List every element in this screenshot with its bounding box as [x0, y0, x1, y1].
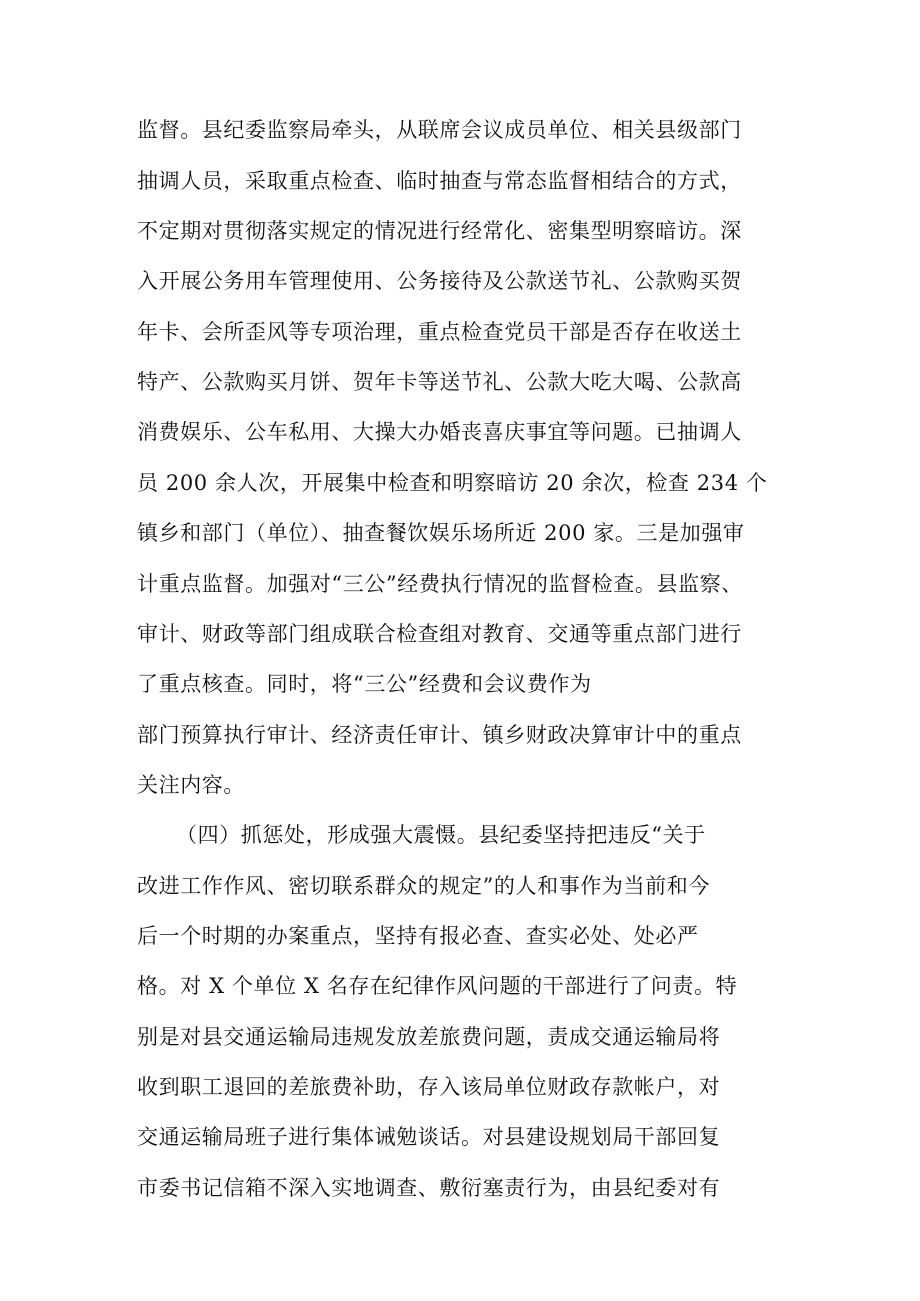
text-line: 改进工作作风、密切联系群众的规定”的人和事作为当前和今 — [137, 874, 710, 898]
text-line: 监督。县纪委监察局牵头，从联席会议成员单位、相关县级部门 — [137, 118, 742, 142]
text-line: 市委书记信箱不深入实地调查、敷衍塞责行为，由县纪委对有 — [137, 1176, 721, 1200]
text-line: 交通运输局班子进行集体诫勉谈话。对县建设规划局干部回复 — [137, 1125, 721, 1149]
text-line: 部门预算执行审计、经济责任审计、镇乡财政决算审计中的重点 — [137, 723, 742, 747]
text-line: 后一个时期的办案重点，坚持有报必查、查实必处、处必严 — [137, 924, 699, 948]
text-line: 镇乡和部门（单位）、抽查餐饮娱乐场所近 200 家。三是加强审 — [137, 521, 745, 545]
text-line: 抽调人员，采取重点检查、临时抽查与常态监督相结合的方式， — [137, 169, 742, 193]
text-line: 年卡、会所歪风等专项治理，重点检查党员干部是否存在收送土 — [137, 320, 742, 344]
section-heading-line: （四）抓惩处，形成强大震慑。县纪委坚持把违反“关于 — [176, 823, 706, 847]
text-line: 格。对 X 个单位 X 名存在纪律作风问题的干部进行了问责。特 — [137, 974, 738, 998]
text-line: 入开展公务用车管理使用、公务接待及公款送节礼、公款购买贺 — [137, 269, 742, 293]
text-line: 收到职工退回的差旅费补助，存入该局单位财政存款帐户，对 — [137, 1075, 721, 1099]
text-line: 不定期对贯彻落实规定的情况进行经常化、密集型明察暗访。深 — [137, 219, 742, 243]
text-line: 员 200 余人次，开展集中检查和明察暗访 20 余次，检查 234 个 — [137, 471, 768, 495]
text-line: 别是对县交通运输局违规发放差旅费问题，责成交通运输局将 — [137, 1025, 721, 1049]
text-line: 消费娱乐、公车私用、大操大办婚丧喜庆事宜等问题。已抽调人 — [137, 420, 742, 444]
text-line: 特产、公款购买月饼、贺年卡等送节礼、公款大吃大喝、公款高 — [137, 370, 742, 394]
text-line: 计重点监督。加强对“三公”经费执行情况的监督检查。县监察、 — [137, 572, 743, 596]
text-line: 了重点核查。同时，将“三公”经费和会议费作为 — [137, 672, 592, 696]
text-line: 审计、财政等部门组成联合检查组对教育、交通等重点部门进行 — [137, 622, 742, 646]
text-line: 关注内容。 — [137, 773, 245, 797]
